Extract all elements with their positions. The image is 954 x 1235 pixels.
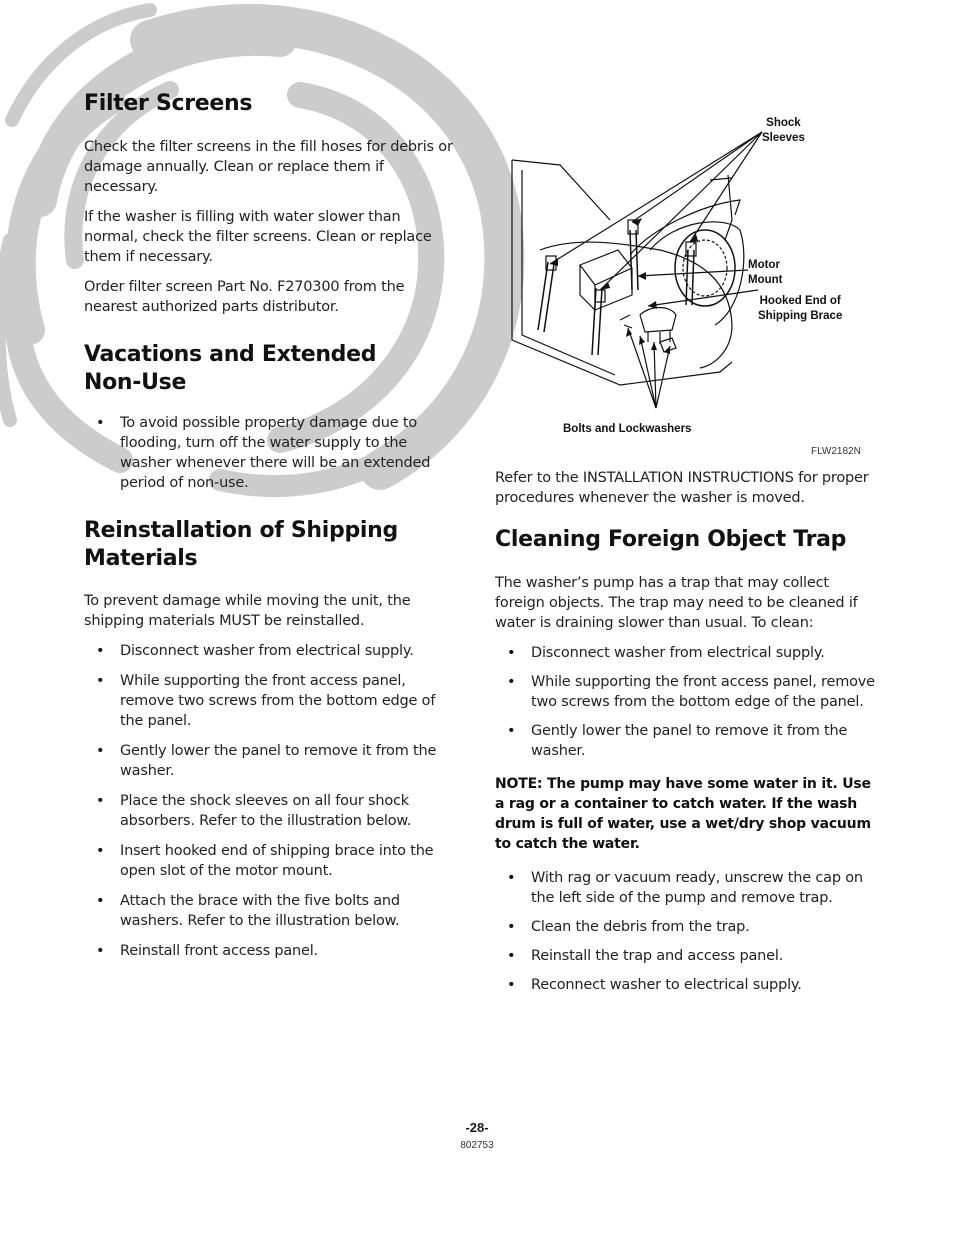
- list-item: • Gently lower the panel to remove it from the washer.: [84, 741, 456, 781]
- list-item: • With rag or vacuum ready, unscrew the cap on the left side of the pump and remove trap.: [495, 868, 875, 908]
- washer-shipping-illustration: [500, 110, 880, 460]
- right-column: [495, 468, 875, 995]
- vacations-list: [84, 413, 456, 493]
- list-item: • Clean the debris from the trap.: [495, 917, 875, 937]
- bolts-label: Bolts and Lockwashers: [563, 423, 692, 435]
- figure-code: FLW2182N: [811, 446, 861, 457]
- motor-mount-label-line1: Motor: [748, 259, 780, 271]
- motor-mount-label-line2: Mount: [748, 274, 783, 286]
- shock-sleeves-label: [762, 116, 805, 146]
- list-item: • Place the shock sleeves on all four shock absorbers. Refer to the illustration below.: [84, 791, 456, 831]
- vacations-heading-line2: Non-Use: [84, 370, 187, 395]
- trap-list-2: [495, 868, 875, 995]
- filter-para-2: If the washer is filling with water slower than normal, check the filter screens. Clean or replace them if necessary.: [84, 209, 432, 265]
- hooked-end-label: [758, 294, 842, 324]
- vacations-heading: [84, 341, 456, 397]
- filter-screens-section: [84, 90, 456, 317]
- filter-para-3: Order filter screen Part No. F270300 from the nearest authorized parts distributor.: [84, 279, 405, 315]
- reinstallation-heading: [84, 517, 456, 573]
- reinstallation-heading-line2: Materials: [84, 546, 198, 571]
- list-item: • Attach the brace with the five bolts and washers. Refer to the illustration below.: [84, 891, 456, 931]
- shock-sleeves-label-line1: Shock: [766, 117, 801, 129]
- reinstallation-section: [84, 517, 456, 961]
- list-item: • Insert hooked end of shipping brace into the open slot of the motor mount.: [84, 841, 456, 881]
- list-item: • To avoid possible property damage due to flooding, turn off the water supply to the washer whenever there will be an extended period of non-use.: [84, 413, 456, 493]
- reinstallation-heading-line1: Reinstallation of Shipping: [84, 518, 398, 543]
- reinstallation-list: [84, 641, 456, 961]
- list-item: • Reinstall front access panel.: [84, 941, 456, 961]
- list-item: • Gently lower the panel to remove it from the washer.: [495, 721, 875, 761]
- list-item: • While supporting the front access panel, remove two screws from the bottom edge of the panel.: [84, 671, 456, 731]
- trap-note: NOTE: The pump may have some water in it. Use a rag or a container to catch water. If the wash drum is full of water, use a wet/dry shop vacuum to catch the water.: [495, 776, 871, 852]
- list-item: • Reconnect washer to electrical supply.: [495, 975, 875, 995]
- trap-section: [495, 526, 875, 995]
- vacations-section: [84, 341, 456, 493]
- trap-intro: The washer’s pump has a trap that may collect foreign objects. The trap may need to be cleaned if water is draining slower than usual. To clean:: [495, 575, 858, 631]
- page-number: -28-: [465, 1120, 489, 1135]
- list-item: • Disconnect washer from electrical supply.: [495, 643, 875, 663]
- list-item: • While supporting the front access panel, remove two screws from the bottom edge of the panel.: [495, 672, 875, 712]
- reinstallation-intro: To prevent damage while moving the unit, the shipping materials MUST be reinstalled.: [84, 593, 411, 629]
- shock-sleeves-label-line2: Sleeves: [762, 132, 805, 144]
- motor-mount-label: [748, 258, 782, 288]
- refer-instructions-text: Refer to the INSTALLATION INSTRUCTIONS for proper procedures whenever the washer is moved.: [495, 470, 869, 506]
- hooked-end-label-line1: Hooked End of: [759, 295, 841, 307]
- list-item: • Reinstall the trap and access panel.: [495, 946, 875, 966]
- trap-list-1: [495, 643, 875, 761]
- hooked-end-label-line2: Shipping Brace: [758, 310, 843, 322]
- document-code: 802753: [460, 1140, 494, 1151]
- filter-para-1: Check the filter screens in the fill hoses for debris or damage annually. Clean or replace them if necessary.: [84, 139, 453, 195]
- list-item: • Disconnect washer from electrical supply.: [84, 641, 456, 661]
- filter-screens-heading: Filter Screens: [84, 91, 253, 116]
- trap-heading: Cleaning Foreign Object Trap: [495, 527, 847, 552]
- vacations-heading-line1: Vacations and Extended: [84, 342, 377, 367]
- left-column: [84, 90, 456, 961]
